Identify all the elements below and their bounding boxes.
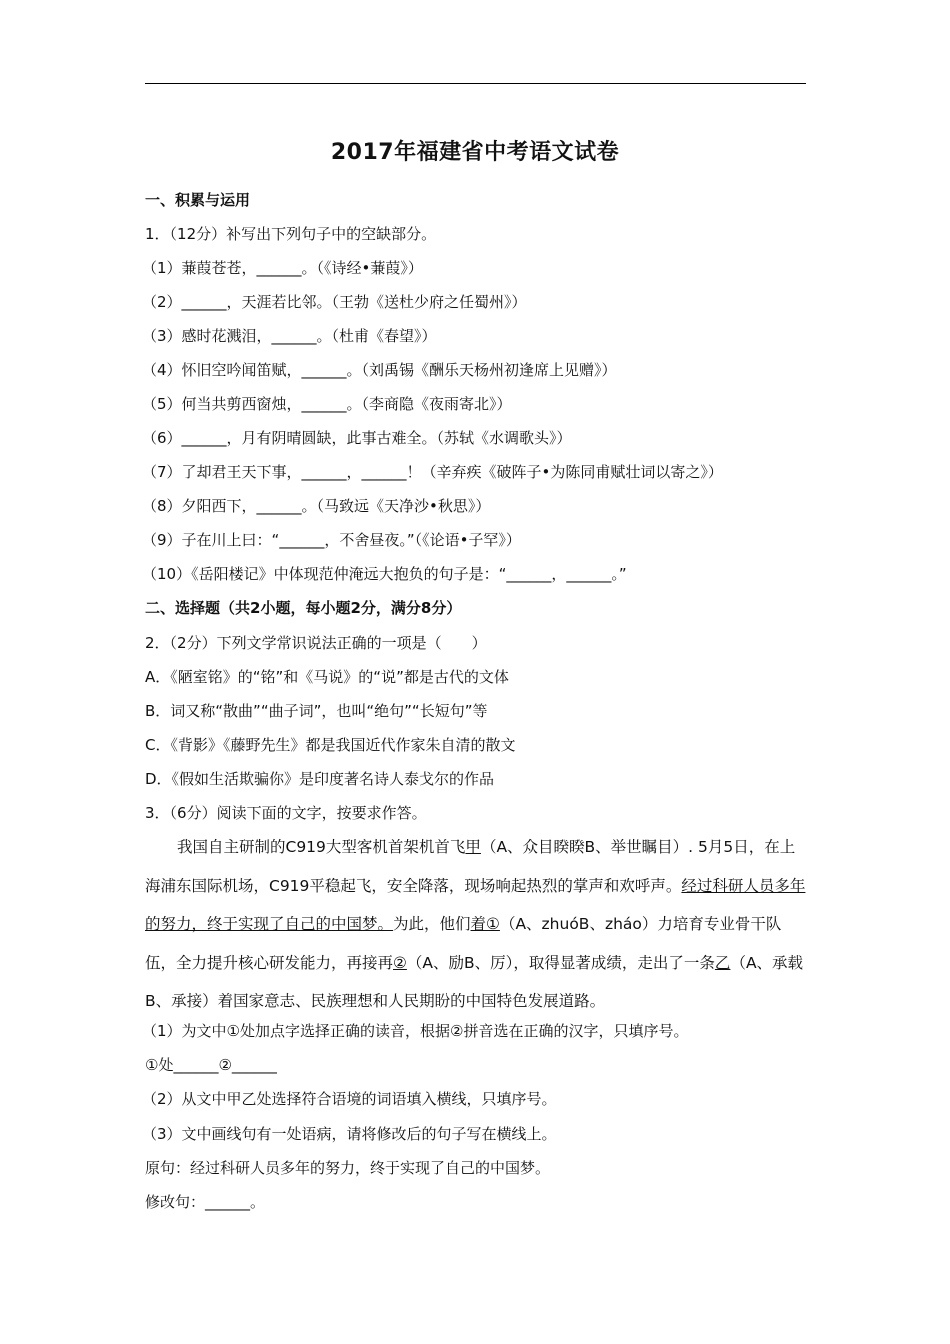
section-heading-1: 一、积累与运用	[145, 191, 251, 209]
page-title: 2017年福建省中考语文试卷	[330, 140, 620, 165]
underlined-sentence: 经过科研人员多年的努力，终于实现了自己的中国梦。	[145, 876, 806, 933]
q1-item-8: （8）夕阳西下，______。（马致远《天净沙•秋思》）	[142, 497, 491, 515]
question-2: 2．（2分）下列文学常识说法正确的一项是（ ）	[145, 634, 487, 652]
q1-item-1: （1）蒹葭苍苍，______。（《诗经•蒹葭》）	[142, 259, 423, 277]
marker-2: ②	[393, 953, 407, 972]
marker-1: 着①	[470, 915, 500, 933]
q3-sub-1: （1）为文中①处加点字选择正确的读音，根据②拼音选在正确的汉字，只填序号。	[142, 1022, 689, 1040]
section-heading-2: 二、选择题（共2小题，每小题2分，满分8分）	[145, 599, 462, 617]
q3-sub-2: （2）从文中甲乙处选择符合语境的词语填入横线，只填序号。	[142, 1090, 557, 1108]
header-rule	[145, 83, 806, 84]
blank-jia: 甲	[465, 838, 481, 856]
q1-item-10: （10）《岳阳楼记》中体现范仲淹远大抱负的句子是：“______，______。”	[142, 565, 627, 583]
q1-item-6: （6）______，月有阴晴圆缺，此事古难全。（苏轼《水调歌头》）	[142, 429, 572, 447]
q3-sub-1-answer: ①处______②______	[145, 1056, 277, 1074]
q1-item-7: （7）了却君王天下事，______，______！（辛弃疾《破阵子•为陈同甫赋壮词以寄之》）	[142, 463, 723, 481]
q3-original-sentence: 原句：经过科研人员多年的努力，终于实现了自己的中国梦。	[145, 1159, 551, 1177]
q2-option-c: C．《背影》《藤野先生》都是我国近代作家朱自清的散文	[145, 736, 516, 754]
q2-option-b: B．词又称“散曲”“曲子词”，也叫“绝句”“长短句”等	[145, 702, 488, 720]
q1-item-3: （3）感时花溅泪，______。（杜甫《春望》）	[142, 327, 437, 345]
q3-revised-sentence: 修改句：______。	[145, 1193, 266, 1211]
question-1: 1．（12分）补写出下列句子中的空缺部分。	[145, 225, 437, 243]
q1-item-9: （9）子在川上曰：“______，不舍昼夜。”（《论语•子罕》）	[142, 531, 521, 549]
q1-item-2: （2）______，天涯若比邻。（王勃《送杜少府之任蜀州》）	[142, 293, 527, 311]
reading-passage: 我国自主研制的C919大型客机首架机首飞甲（A、众目睽睽B、举世瞩目）. 5月5日，在上海浦东国际机场，C919平稳起飞，安全降落，现场响起热烈的掌声和欢呼声。经过科研人员多年的努力，终于实现了自己的中国梦。为此，他们着①（A、zhuóB、zháo）力培育专业骨干队伍，全力提升核心研发能力，再接再②（A、励B、厉），取得显著成绩，走出了一条乙（A、承载B、承接）着国家意志、民族理想和人民期盼的中国特色发展道路。	[145, 838, 806, 1010]
q1-item-5: （5）何当共剪西窗烛，______。（李商隐《夜雨寄北》）	[142, 395, 512, 413]
question-3: 3．（6分）阅读下面的文字，按要求作答。	[145, 804, 427, 822]
blank-yi: 乙	[714, 953, 731, 972]
q3-sub-3: （3）文中画线句有一处语病，请将修改后的句子写在横线上。	[142, 1125, 557, 1143]
q1-item-4: （4）怀旧空吟闻笛赋，______。（刘禹锡《酬乐天杨州初逢席上见赠》）	[142, 361, 617, 379]
q2-option-a: A．《陋室铭》的“铭”和《马说》的“说”都是古代的文体	[145, 668, 509, 686]
q2-option-d: D．《假如生活欺骗你》是印度著名诗人泰戈尔的作品	[145, 770, 495, 788]
